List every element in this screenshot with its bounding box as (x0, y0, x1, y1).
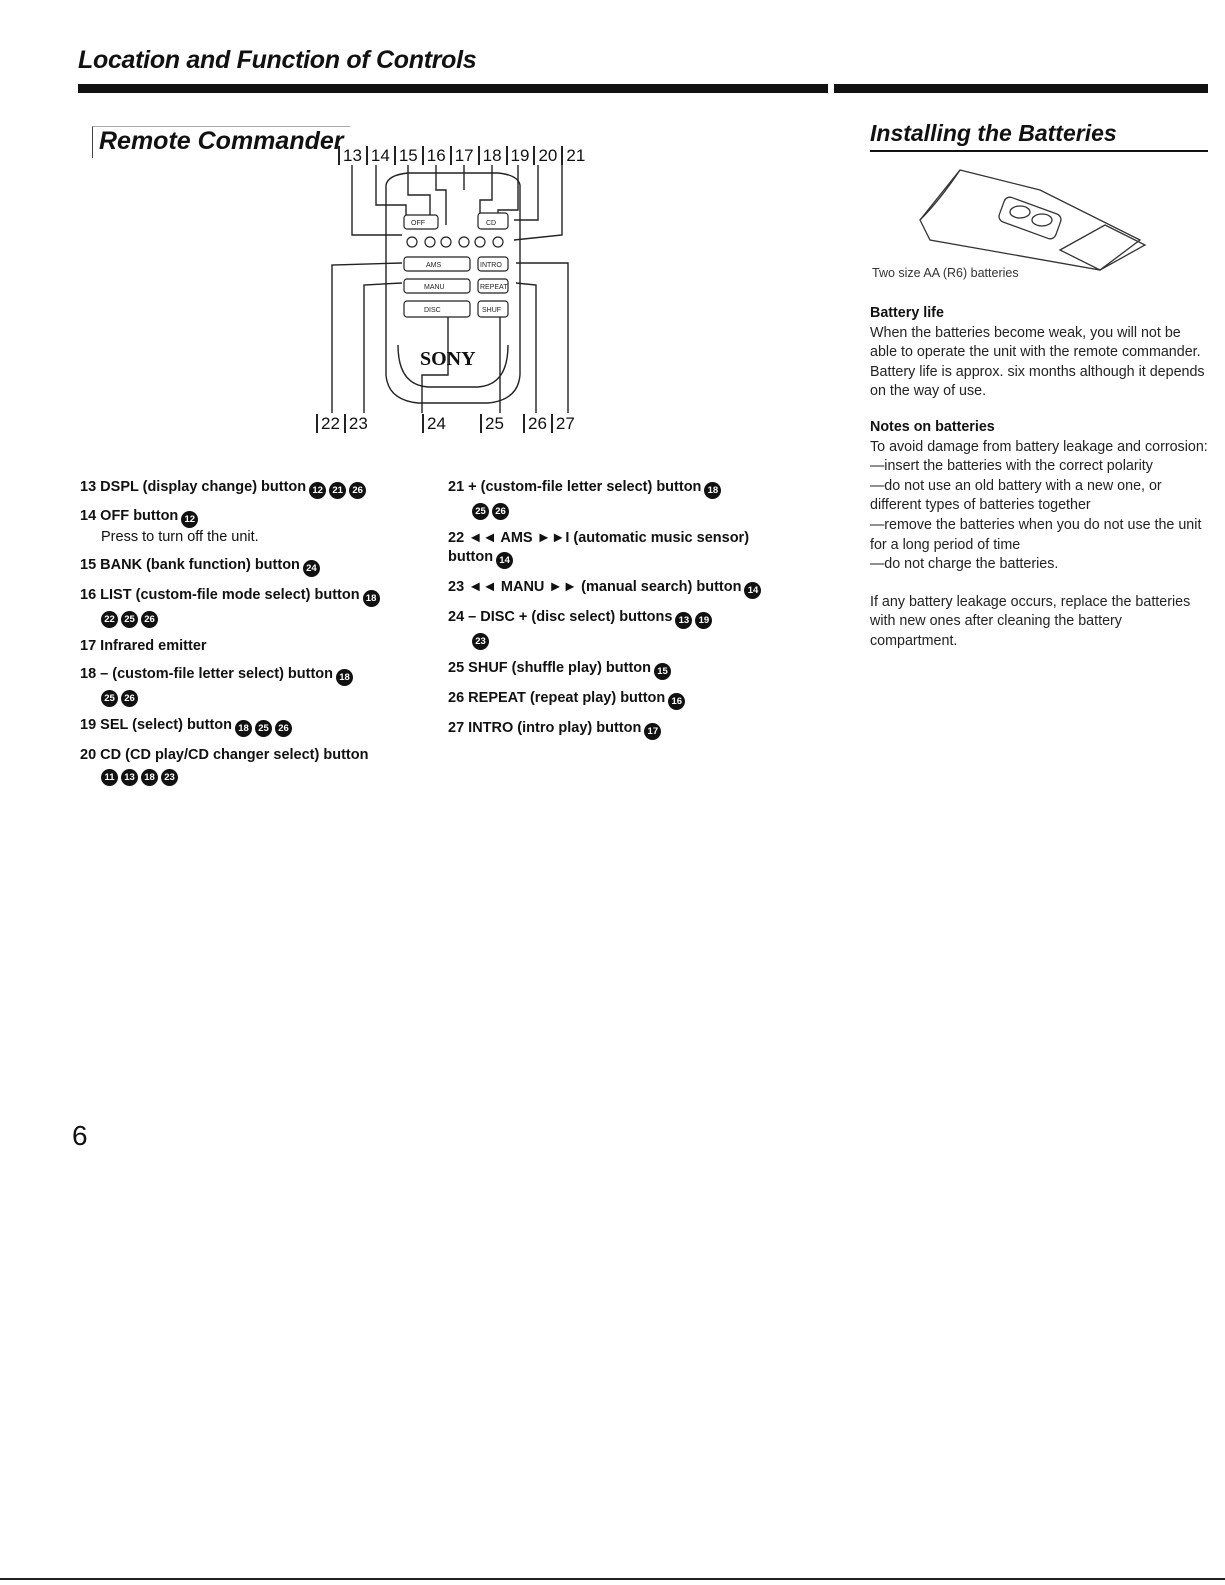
batteries-title: Installing the Batteries (870, 120, 1117, 146)
callout: 25 (480, 414, 506, 433)
list-item: 23 ◄◄ MANU ►► (manual search) button 14 (448, 578, 793, 599)
remote-label-manu: MANU (424, 284, 445, 291)
callout: 26 (523, 414, 549, 433)
callout: 19 (506, 146, 532, 165)
battery-caption: Two size AA (R6) batteries (872, 266, 1019, 280)
remote-label-intro: INTRO (480, 262, 502, 269)
list-item-refs: 23 (448, 629, 793, 650)
header-rule (78, 84, 1208, 93)
remote-label-cd: CD (486, 220, 497, 227)
page-number: 6 (72, 1120, 88, 1151)
list-item: 19 SEL (select) button 18 25 26 (80, 716, 425, 737)
controls-list-right (448, 478, 793, 740)
remote-commander-title: Remote Commander (92, 126, 350, 158)
list-item: 16 LIST (custom-file mode select) button 18 (80, 586, 425, 607)
list-item: 26 REPEAT (repeat play) button 16 (448, 689, 793, 710)
callout: 15 (394, 146, 420, 165)
list-item: 25 SHUF (shuffle play) button 15 (448, 659, 793, 680)
callout: 14 (366, 146, 392, 165)
list-item: 15 BANK (bank function) button 24 (80, 556, 425, 577)
callout: 16 (422, 146, 448, 165)
note-item: —remove the batteries when you do not use the unit for a long period of time (870, 516, 1202, 553)
callout: 27 (551, 414, 577, 433)
battery-life-text: When the batteries become weak, you will not be able to operate the unit with the remote commander. Battery life is approx. six months although it depends on the way of use. (870, 324, 1205, 400)
list-item-refs: 22 25 26 (80, 607, 425, 628)
battery-text-block (870, 304, 1210, 652)
remote-label-off: OFF (411, 220, 425, 227)
list-item: 18 – (custom-file letter select) button 18 (80, 665, 425, 686)
list-item: 22 ◄◄ AMS ►►I (automatic music sensor) button 14 (448, 529, 793, 569)
bottom-callout-25 (480, 414, 508, 434)
page-title: Location and Function of Controls (78, 46, 477, 74)
bottom-callout-24 (422, 414, 450, 434)
leak-text: If any battery leakage occurs, replace the batteries with new ones after cleaning the battery compartment. (870, 593, 1191, 649)
note-item: —do not use an old battery with a new one, or different types of batteries together (870, 477, 1162, 514)
callout: 17 (450, 146, 476, 165)
batteries-rule (870, 150, 1208, 152)
list-item: 24 – DISC + (disc select) buttons 13 19 (448, 608, 793, 629)
note-item: —do not charge the batteries. (870, 556, 1059, 573)
remote-label-shuf: SHUF (482, 307, 502, 314)
callout: 24 (422, 414, 448, 433)
item-description: Press to turn off the unit. (101, 529, 259, 545)
battery-life-heading: Battery life (870, 305, 944, 321)
remote-illustration (318, 145, 598, 415)
notes-heading: Notes on batteries (870, 418, 995, 435)
list-item-refs: 25 26 (80, 686, 425, 707)
callout: 21 (561, 146, 587, 165)
remote-label-repeat: REPEAT (480, 284, 508, 291)
notes-intro: To avoid damage from battery leakage and corrosion: (870, 438, 1208, 455)
list-item: 21 + (custom-file letter select) button 18 (448, 478, 793, 499)
list-item-refs: 11 13 18 23 (80, 765, 425, 786)
remote-label-disc: DISC (424, 307, 441, 314)
callout: 20 (533, 146, 559, 165)
callout: 23 (344, 414, 370, 433)
remote-label-ams: AMS (426, 262, 442, 269)
bottom-callout-22 (316, 414, 372, 434)
list-item: 27 INTRO (intro play) button 17 (448, 719, 793, 740)
list-item: 20 CD (CD play/CD changer select) button (80, 747, 369, 763)
sony-logo: SONY (420, 348, 476, 370)
bottom-rule (0, 1578, 1225, 1580)
callout: 22 (316, 414, 342, 433)
bottom-callout-26 (523, 414, 579, 434)
list-item: 14 OFF button 12 (80, 507, 425, 528)
callout: 13 (338, 146, 364, 165)
controls-list-left (80, 478, 425, 786)
note-item: —insert the batteries with the correct polarity (870, 458, 1153, 475)
list-item: 17 Infrared emitter (80, 638, 207, 654)
callout: 18 (478, 146, 504, 165)
list-item-refs: 25 26 (448, 499, 793, 520)
list-item: 13 DSPL (display change) button 12 21 26 (80, 478, 425, 499)
